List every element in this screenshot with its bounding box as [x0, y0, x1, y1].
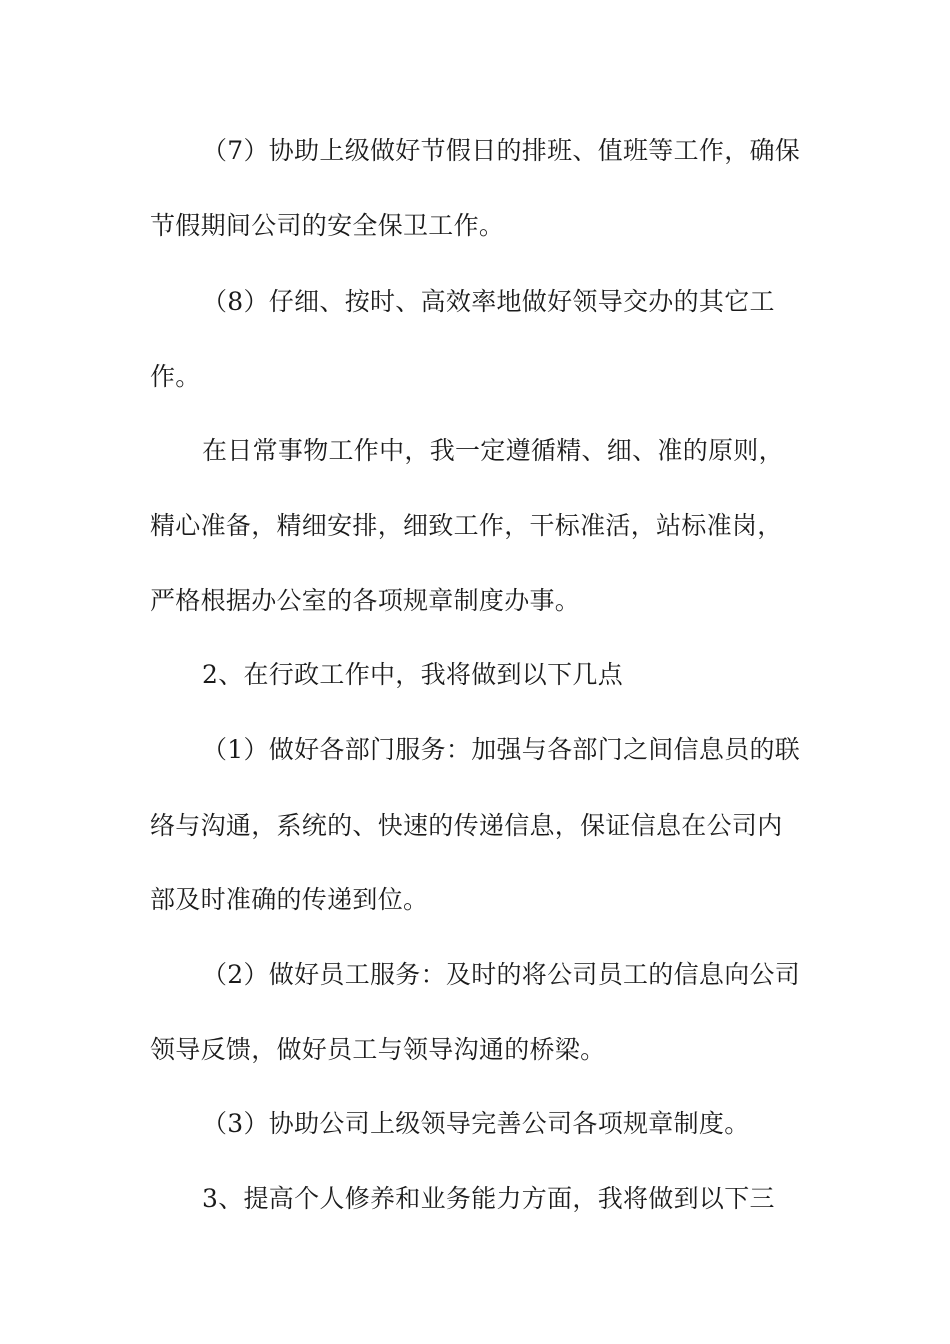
paragraph-line: 节假期间公司的安全保卫工作。 [150, 211, 505, 240]
section-heading: 2、在行政工作中，我将做到以下几点 [202, 660, 624, 689]
paragraph-line: 络与沟通，系统的、快速的传递信息，保证信息在公司内 [150, 811, 783, 840]
section-heading: 3、提高个人修养和业务能力方面，我将做到以下三 [202, 1184, 775, 1213]
paragraph-line: 领导反馈，做好员工与领导沟通的桥梁。 [150, 1035, 606, 1064]
paragraph-line: （2）做好员工服务：及时的将公司员工的信息向公司 [202, 960, 801, 989]
paragraph-line: （8）仔细、按时、高效率地做好领导交办的其它工 [202, 287, 775, 316]
paragraph-line: 在日常事物工作中，我一定遵循精、细、准的原则， [202, 436, 784, 465]
paragraph-line: （3）协助公司上级领导完善公司各项规章制度。 [202, 1109, 750, 1138]
paragraph-line: 精心准备，精细安排，细致工作，干标准活，站标准岗， [150, 511, 783, 540]
paragraph-line: 严格根据办公室的各项规章制度办事。 [150, 586, 581, 615]
paragraph-line: 部及时准确的传递到位。 [150, 885, 429, 914]
paragraph-line: （1）做好各部门服务：加强与各部门之间信息员的联 [202, 735, 801, 764]
paragraph-line: 作。 [150, 362, 201, 391]
paragraph-line: （7）协助上级做好节假日的排班、值班等工作，确保 [202, 136, 801, 165]
